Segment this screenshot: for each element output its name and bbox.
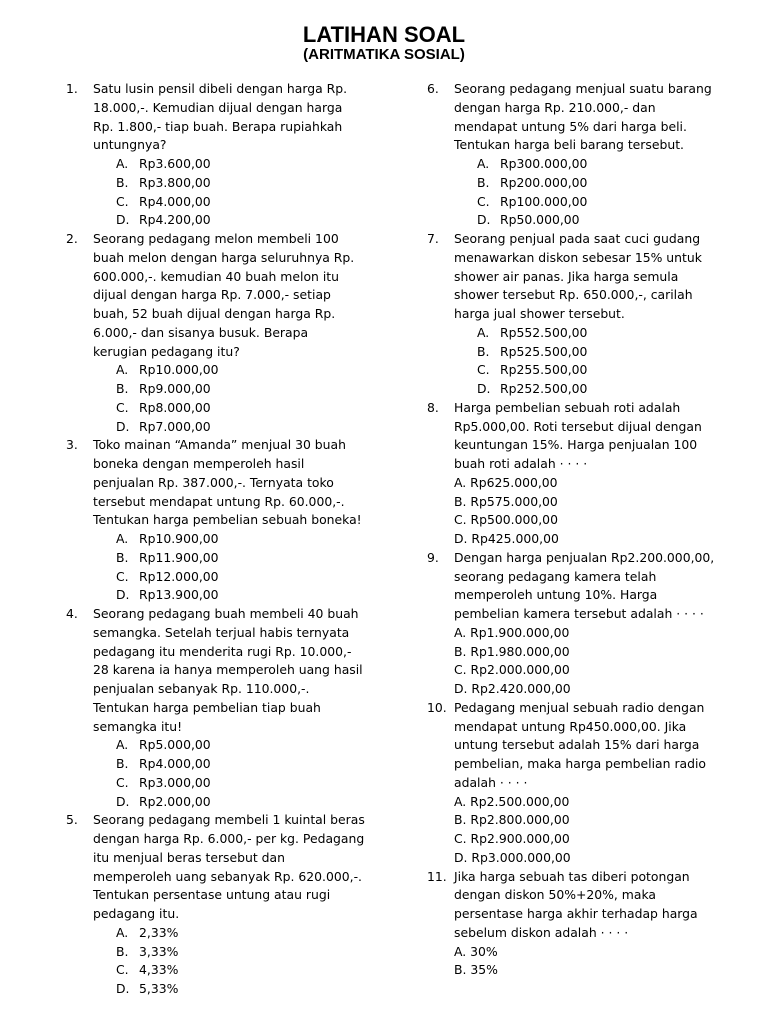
option-letter: A.: [116, 362, 129, 378]
option-letter: D.: [116, 418, 130, 434]
option-letter: B.: [116, 174, 129, 190]
option-letter: B.: [116, 943, 129, 959]
option-letter: A.: [116, 924, 129, 940]
question-text: Pedagang menjual sebuah radio dengan mendapat untung Rp450.000,00. Jika untung tersebut adalah 15% dari harga pembelian, maka harga pembelian radio adalah · · · ·: [454, 699, 707, 790]
answer-option: A. Rp2.500.000,00: [454, 793, 570, 809]
option-letter: A.: [116, 531, 129, 546]
option-text: Rp200.000,00: [500, 174, 588, 190]
answer-option: [66, 380, 366, 399]
option-letter: C.: [116, 193, 129, 209]
option-text: Rp252.500,00: [500, 381, 588, 396]
question-text: Harga pembelian sebuah roti adalah Rp5.000,00. Roti tersebut dijual dengan keuntungan 15%. Harga penjualan 100 buah roti adalah · · · ·: [454, 399, 702, 471]
option-text: Rp255.500,00: [500, 362, 588, 378]
answer-option: [66, 943, 366, 962]
answer-option: [66, 980, 366, 999]
option-letter: C.: [116, 962, 129, 978]
question-2: [66, 230, 366, 361]
option-text: Rp4.200,00: [139, 212, 211, 228]
answer-option: D. Rp425.000,00: [454, 531, 559, 546]
question-text: Seorang pedagang membeli 1 kuintal beras dengan harga Rp. 6.000,- per kg. Pedagang itu menjual beras tersebut dan memperoleh uang sebanyak Rp. 620.000,-. Tentukan persentase untung atau rugi pedagang itu.: [93, 812, 365, 921]
question-text: Toko mainan “Amanda” menjual 30 buah boneka dengan memperoleh hasil penjualan Rp. 387.000,-. Ternyata toko tersebut mendapat untung Rp. 60.000,-. Tentukan harga pembelian sebuah boneka!: [93, 437, 362, 528]
question-text: Seorang pedagang menjual suatu barang dengan harga Rp. 210.000,- dan mendapat untung 5% dari harga beli. Tentukan harga beli barang tersebut.: [454, 81, 712, 153]
question-7: [427, 230, 722, 324]
option-letter: D.: [477, 212, 491, 228]
question-text: Dengan harga penjualan Rp2.200.000,00, seorang pedagang kamera telah memperoleh untung 10%. Harga pembelian kamera tersebut adalah · · · ·: [454, 549, 715, 621]
answer-option: D. Rp2.420.000,00: [454, 681, 571, 696]
answer-option: B. Rp575.000,00: [454, 493, 558, 509]
option-text: 2,33%: [139, 924, 179, 940]
option-text: Rp2.000,00: [139, 793, 211, 809]
question-number: 9.: [427, 549, 439, 565]
option-text: Rp3.800,00: [139, 174, 211, 190]
answer-option: A. 30%: [454, 943, 498, 959]
answer-option: [66, 586, 366, 605]
option-text: Rp3.600,00: [139, 156, 211, 171]
option-letter: B.: [116, 381, 129, 396]
question-6: [427, 80, 722, 155]
answer-option: B. 35%: [454, 962, 498, 978]
answer-option: A. Rp625.000,00: [454, 474, 558, 490]
answer-option: [66, 736, 366, 755]
option-letter: D.: [477, 381, 491, 396]
answer-option: [427, 343, 722, 362]
option-text: Rp7.000,00: [139, 418, 211, 434]
option-text: Rp300.000,00: [500, 156, 588, 171]
option-letter: C.: [477, 193, 490, 209]
option-letter: A.: [116, 737, 129, 753]
option-letter: B.: [116, 756, 129, 771]
option-text: Rp50.000,00: [500, 212, 580, 228]
question-number: 1.: [66, 81, 78, 96]
answer-option: [66, 193, 366, 212]
option-text: Rp12.000,00: [139, 568, 219, 584]
question-text: Seorang penjual pada saat cuci gudang menawarkan diskon sebesar 15% untuk shower air panas. Jika harga semula shower tersebut Rp. 650.000,-, carilah harga jual shower tersebut.: [454, 231, 702, 321]
option-text: 5,33%: [139, 981, 179, 996]
option-text: 4,33%: [139, 962, 179, 978]
option-letter: D.: [116, 587, 130, 603]
option-letter: B.: [116, 549, 129, 565]
answer-option: [427, 324, 722, 343]
answer-option: [66, 399, 366, 418]
option-text: Rp11.900,00: [139, 549, 219, 565]
option-letter: D.: [116, 793, 130, 809]
question-number: 7.: [427, 231, 439, 246]
question-number: 3.: [66, 437, 78, 453]
answer-option: [66, 361, 366, 380]
answer-option: [66, 961, 366, 980]
answer-option: [66, 755, 366, 774]
question-number: 4.: [66, 606, 78, 621]
question-number: 2.: [66, 231, 78, 246]
answer-option: [427, 174, 722, 193]
option-text: Rp10.900,00: [139, 531, 219, 546]
option-text: Rp3.000,00: [139, 774, 211, 790]
option-text: Rp4.000,00: [139, 193, 211, 209]
option-text: Rp525.500,00: [500, 343, 588, 359]
page-title: LATIHAN SOAL: [302, 22, 466, 47]
answer-option: A. Rp1.900.000,00: [454, 624, 570, 640]
option-letter: C.: [477, 362, 490, 378]
answer-option: C. Rp2.900.000,00: [454, 831, 570, 846]
option-text: Rp10.000,00: [139, 362, 219, 378]
answer-option: [427, 155, 722, 174]
option-text: Rp8.000,00: [139, 399, 211, 415]
question-text: Satu lusin pensil dibeli dengan harga Rp. 18.000,-. Kemudian dijual dengan harga Rp. 1.800,- tiap buah. Berapa rupiahkah untungnya?: [93, 81, 348, 153]
option-letter: B.: [477, 174, 490, 190]
question-10: [427, 699, 722, 793]
question-3: [66, 436, 366, 530]
right-column: [427, 80, 722, 980]
left-column: [66, 80, 366, 999]
option-text: Rp552.500,00: [500, 324, 588, 340]
question-number: 11.: [427, 868, 447, 884]
option-letter: D.: [116, 212, 130, 228]
answer-option: [66, 530, 366, 549]
answer-option: [66, 924, 366, 943]
option-text: Rp13.900,00: [139, 587, 219, 603]
option-letter: B.: [477, 343, 490, 359]
question-number: 6.: [427, 81, 439, 96]
answer-option: [66, 568, 366, 587]
question-text: Seorang pedagang buah membeli 40 buah semangka. Setelah terjual habis ternyata pedagang itu menderita rugi Rp. 10.000,- 28 karena ia hanya memperoleh uang hasil penjualan sebanyak Rp. 110.000,-. Tentukan harga pembelian tiap buah semangka itu!: [93, 606, 363, 734]
option-letter: A.: [116, 156, 129, 171]
option-text: 3,33%: [139, 943, 179, 959]
answer-option: [66, 211, 366, 230]
question-9: [427, 549, 722, 624]
page-subtitle: (ARITMATIKA SOSIAL): [303, 46, 465, 63]
option-text: Rp9.000,00: [139, 381, 211, 396]
question-number: 10.: [427, 699, 447, 715]
answer-option: B. Rp2.800.000,00: [454, 812, 570, 828]
answer-option: [66, 418, 366, 437]
option-letter: C.: [116, 774, 129, 790]
question-4: [66, 605, 366, 736]
option-text: Rp100.000,00: [500, 193, 588, 209]
answer-option: D. Rp3.000.000,00: [454, 849, 571, 865]
answer-option: [66, 774, 366, 793]
answer-option: [66, 793, 366, 812]
question-number: 5.: [66, 812, 78, 828]
question-8: [427, 399, 722, 474]
question-5: [66, 811, 366, 924]
answer-option: C. Rp500.000,00: [454, 512, 558, 528]
question-number: 8.: [427, 399, 439, 415]
answer-option: B. Rp1.980.000,00: [454, 643, 570, 659]
option-letter: D.: [116, 981, 130, 996]
question-text: Seorang pedagang melon membeli 100 buah melon dengan harga seluruhnya Rp. 600.000,-. kemudian 40 buah melon itu dijual dengan harga Rp. 7.000,- setiap buah, 52 buah dijual dengan harga Rp. 6.000,- dan sisanya busuk. Berapa kerugian pedagang itu?: [93, 231, 355, 359]
answer-option: [66, 549, 366, 568]
answer-option: [427, 211, 722, 230]
question-text: Jika harga sebuah tas diberi potongan dengan diskon 50%+20%, maka persentase harga akhir terhadap harga sebelum diskon adalah · · · ·: [454, 868, 698, 940]
answer-option: [66, 155, 366, 174]
option-text: Rp5.000,00: [139, 737, 211, 753]
answer-option: C. Rp2.000.000,00: [454, 662, 570, 678]
option-letter: C.: [116, 399, 129, 415]
option-text: Rp4.000,00: [139, 756, 211, 771]
option-letter: A.: [477, 156, 490, 171]
option-letter: A.: [477, 324, 490, 340]
answer-option: [427, 361, 722, 380]
option-letter: C.: [116, 568, 129, 584]
answer-option: [427, 193, 722, 212]
answer-option: [66, 174, 366, 193]
question-1: [66, 80, 366, 155]
question-11: [427, 868, 722, 943]
answer-option: [427, 380, 722, 399]
